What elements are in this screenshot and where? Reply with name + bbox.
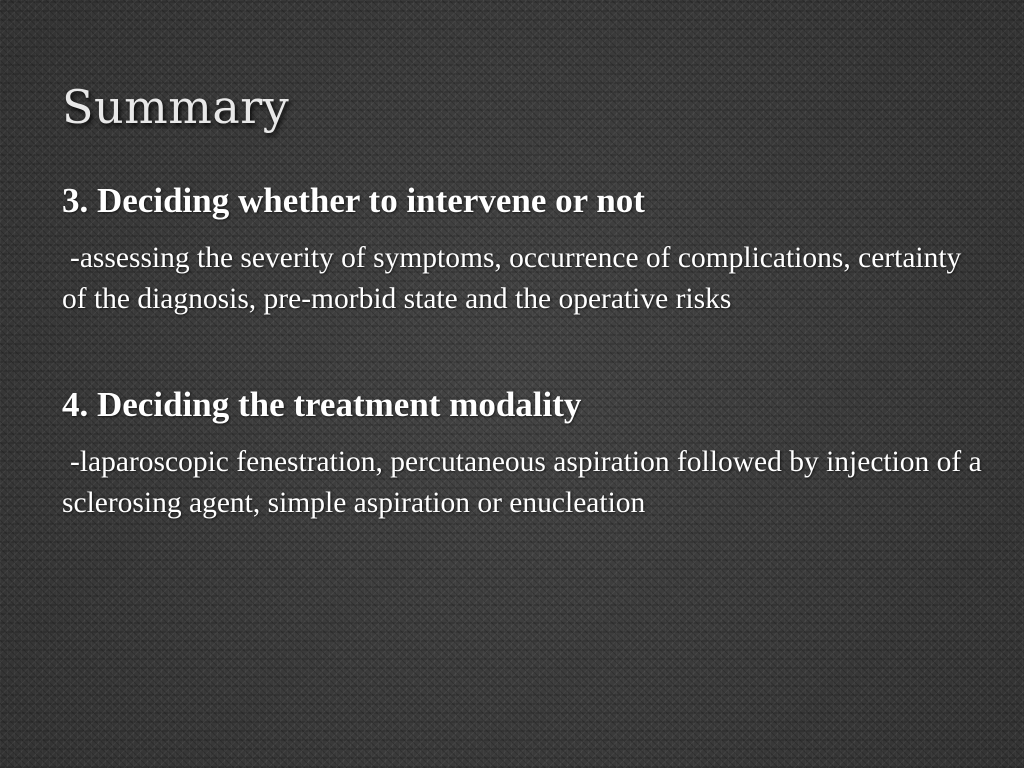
section-body-text: laparoscopic fenestration, percutaneous aspiration followed by injection of a sclerosing agent, simple aspiration or enucleation — [62, 446, 982, 519]
section-heading: 3. Deciding whether to intervene or not — [62, 181, 645, 220]
section-body-text: assessing the severity of symptoms, occurrence of complications, certainty of the diagnosis, pre-morbid state and the operative risks — [62, 242, 962, 315]
section-body — [62, 442, 982, 524]
dash-marker: - — [70, 446, 80, 478]
slide-title: Summary — [62, 80, 290, 134]
summary-section-4 — [62, 382, 982, 524]
dash-marker: - — [70, 242, 80, 274]
slide-content — [62, 178, 982, 524]
section-heading: 4. Deciding the treatment modality — [62, 385, 582, 424]
summary-section-3 — [62, 178, 982, 320]
section-body — [62, 238, 982, 320]
